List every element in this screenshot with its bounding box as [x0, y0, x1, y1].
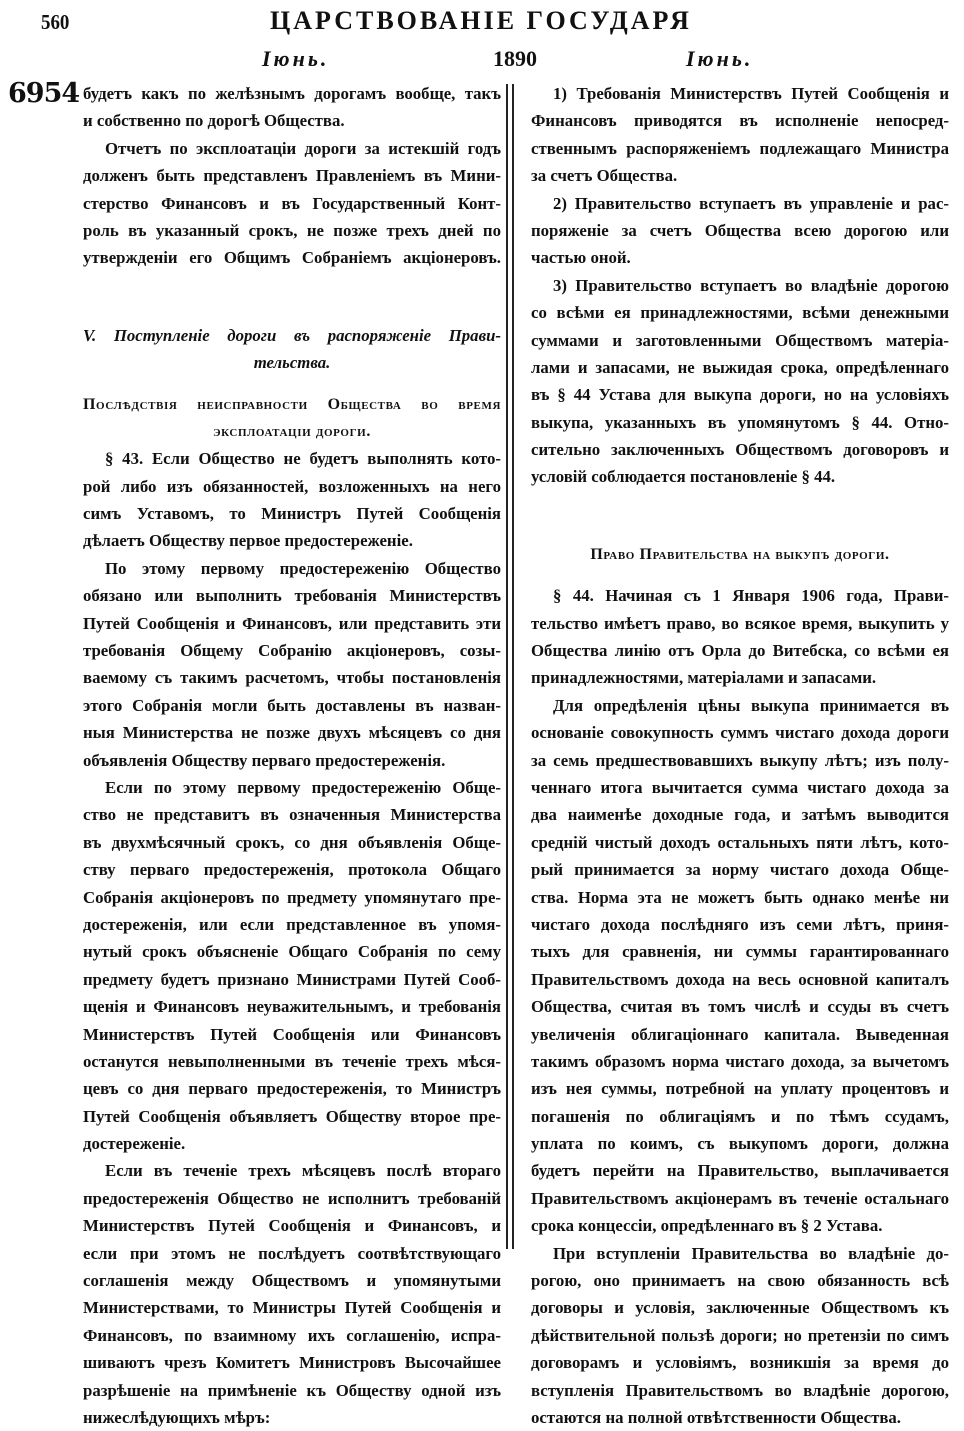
- text-line: предостереженія Общество не исполнитъ требованій: [83, 1188, 501, 1208]
- text-line: будетъ какъ по желѣзнымъ дорогамъ вообще, такъ: [83, 84, 501, 103]
- text-line: цевъ со дня перваго предостереженія, то Министръ: [83, 1079, 501, 1099]
- text-line: рый принимается за норму чистаго дохода Обще-: [531, 860, 949, 880]
- text-line: достереженіе.: [83, 1134, 186, 1154]
- text-line: Правительствомъ акціонерамъ въ теченіе остальнаго: [531, 1188, 949, 1208]
- text-line: По этому первому предостереженію Общество: [105, 558, 501, 578]
- text-line: соглашенія между Обществомъ и упомянутыми: [83, 1271, 501, 1291]
- text-line: 3) Правительство вступаетъ во владѣніе дорогою: [553, 275, 949, 295]
- text-line: Путей Сообщенія и Финансовъ, или представить эти: [83, 613, 501, 633]
- text-line: Финансовъ приводятся въ исполненіе непосред-: [531, 111, 949, 131]
- text-line: остаются на полной отвѣтственности Общества.: [531, 1407, 901, 1427]
- section-spacer: [531, 568, 949, 582]
- text-line: договоры и условія, заключенные Обществомъ къ: [531, 1298, 949, 1318]
- text-line: рогою, оно принимаетъ на свою обязанность всѣ: [531, 1271, 949, 1291]
- text-line: предмету будетъ признано Министрами Путей Сооб-: [83, 969, 501, 989]
- text-line: Если въ теченіе трехъ мѣсяцевъ послѣ втораго: [105, 1161, 501, 1181]
- running-title: ЦАРСТВОВАНІЕ ГОСУДАРЯ: [270, 6, 692, 35]
- text-line: дѣйствительной пользѣ дороги; но претензіи по симъ: [531, 1325, 949, 1345]
- margin-document-number: 6954: [8, 78, 80, 109]
- text-line: требованія Общему Собранію акціонеровъ, созы-: [83, 641, 501, 661]
- text-line: Отчетъ по эксплоатаціи дороги за истекшій годъ: [105, 138, 501, 158]
- text-line: нижеслѣдующихъ мѣръ:: [83, 1407, 271, 1427]
- text-line: за счетъ Общества.: [531, 166, 678, 186]
- text-line: ству перваго предостереженія, протокола Общаго: [83, 860, 501, 880]
- text-line: Финансовъ, по взаимному ихъ соглашенію, испра-: [83, 1325, 501, 1345]
- text-line: въ § 44 Устава для выкупа дороги, но на условіяхъ: [531, 385, 949, 405]
- text-line: нутый срокъ объясненіе Общаго Собранія по сему: [83, 942, 501, 962]
- text-line: 2) Правительство вступаетъ въ управленіе и рас-: [553, 193, 949, 213]
- text-line: два наименѣе доходные года, и затѣмъ выводится: [531, 805, 949, 825]
- text-line: Если по этому первому предостереженію Обще-: [105, 777, 501, 797]
- column-divider-second-rule: [512, 84, 514, 1249]
- text-line: ственнымъ распоряженіемъ подлежащаго Министра: [531, 138, 949, 158]
- page-number: 560: [41, 10, 70, 34]
- text-line: При вступленіи Правительства во владѣніе до-: [553, 1243, 949, 1263]
- text-line: роль въ указанный срокъ, не позже трехъ дней по: [83, 220, 501, 240]
- text-line: со всѣми ея принадлежностями, всѣми денежными: [531, 303, 949, 323]
- text-line: суммами и заготовленными Обществомъ матеріа-: [531, 330, 949, 350]
- text-line: основаніе совокупность суммъ чистаго дохода дороги: [531, 723, 949, 743]
- text-line: обязано или выполнить требованія Министерствъ: [83, 586, 501, 606]
- year: 1890: [493, 46, 537, 71]
- text-line: V. Поступленіе дороги въ распоряженіе Прави-: [83, 325, 501, 345]
- text-line: погашенія по облигаціямъ и по тѣмъ ссудамъ,: [531, 1106, 949, 1126]
- text-line: долженъ быть представленъ Правленіемъ въ Мини-: [83, 166, 501, 186]
- text-line: Министерствъ Путей Сообщенія или Финансовъ: [83, 1024, 501, 1044]
- text-line: чистаго дохода послѣдняго изъ семи лѣтъ, приня-: [531, 914, 949, 934]
- section-spacer: [83, 377, 501, 391]
- text-line: Собранія акціонеровъ по предмету упомянутаго пре-: [83, 887, 501, 907]
- text-line: § 44. Начиная съ 1 Января 1906 года, Прави-: [553, 586, 949, 606]
- text-line: объявленія Обществу перваго предостереженія.: [83, 750, 446, 770]
- text-line: Послѣдствія неисправности Общества во время: [83, 395, 501, 413]
- text-line: § 43. Если Общество не будетъ выполнять кото-: [105, 449, 501, 469]
- text-line: щенія и Финансовъ неуважительнымъ, и требованія: [83, 997, 501, 1017]
- text-line: шиваютъ чрезъ Комитетъ Министровъ Высочайшее: [83, 1353, 501, 1373]
- text-line: Путей Сообщенія объявляетъ Обществу второе пре-: [83, 1106, 501, 1126]
- text-line: тельства.: [253, 353, 331, 373]
- text-line: симъ Уставомъ, то Министръ Путей Сообщенія: [83, 504, 501, 524]
- text-line: этого Собранія могли быть доставлены въ назван-: [83, 695, 501, 715]
- text-line: тельство имѣетъ право, во всякое время, выкупить у: [531, 613, 949, 633]
- text-line: изъ нея суммы, потребной на уплату процентовъ и: [531, 1079, 949, 1099]
- text-line: утвержденіи его Общимъ Собраніемъ акціонеровъ.: [83, 248, 501, 268]
- text-line: если при этомъ не послѣдуетъ соотвѣтствующаго: [83, 1243, 501, 1263]
- text-line: за семь предшествовавшихъ выкупу лѣтъ; изъ полу-: [531, 750, 949, 770]
- text-line: Министерствами, то Министры Путей Сообщенія и: [83, 1298, 501, 1318]
- text-line: сительно заключенныхъ Обществомъ договоровъ и: [531, 440, 949, 460]
- section-spacer: [83, 272, 501, 322]
- text-line: выкупа, указанныхъ въ упомянутомъ § 44. Отно-: [531, 412, 949, 432]
- column-divider: [506, 84, 508, 1249]
- text-line: частью оной.: [531, 248, 631, 268]
- text-line: вступленія Правительствомъ во владѣніе дорогою,: [531, 1380, 949, 1400]
- text-line: ваемому съ такимъ расчетомъ, чтобы постановленія: [83, 668, 501, 688]
- text-line: эксплоатаціи дороги.: [213, 422, 371, 440]
- text-line: принадлежностями, матеріалами и запасами.: [531, 668, 877, 688]
- text-line: будетъ перейти на Правительство, выплачивается: [531, 1161, 949, 1181]
- text-line: дѣлаетъ Обществу первое предостереженіе.: [83, 531, 413, 551]
- text-line: договорамъ и условіямъ, возникшія за время до: [531, 1353, 949, 1373]
- text-line: ство не представитъ въ означенныя Министерства: [83, 805, 501, 825]
- text-line: стерство Финансовъ и въ Государственный Конт-: [83, 193, 501, 213]
- text-line: средній чистый доходъ остальныхъ пяти лѣтъ, кото-: [531, 832, 949, 852]
- text-line: въ двухмѣсячный срокъ, со дня объявленія Обще-: [83, 832, 501, 852]
- text-line: Министерствъ Путей Сообщенія и Финансовъ, и: [83, 1216, 501, 1236]
- text-line: увеличенія облигаціоннаго капитала. Выведенная: [531, 1024, 949, 1044]
- section-spacer: [531, 491, 949, 541]
- left-column: [83, 80, 501, 1431]
- text-line: останутся невыполненными въ теченіе трехъ мѣся-: [83, 1051, 501, 1071]
- text-line: ства. Норма эта не можетъ быть однако менѣе ни: [531, 887, 949, 907]
- text-line: разрѣшеніе на примѣненіе къ Обществу одной изъ: [83, 1380, 501, 1400]
- text-line: такимъ образомъ норма чистаго дохода, за вычетомъ: [531, 1051, 949, 1071]
- text-line: 1) Требованія Министерствъ Путей Сообщенія и: [553, 84, 949, 103]
- text-line: лами и запасами, не выжидая срока, опредѣленнаго: [531, 357, 949, 377]
- text-line: Право Правительства на выкупъ дороги.: [590, 545, 890, 563]
- text-line: Общества, считая въ томъ числѣ и ссуды въ счетъ: [531, 997, 949, 1017]
- text-line: ченнаго итога вычитается сумма чистаго дохода за: [531, 777, 949, 797]
- text-line: Для опредѣленія цѣны выкупа принимается въ: [553, 695, 949, 715]
- text-line: тыхъ для сравненія, ни суммы гарантированнаго: [531, 942, 949, 962]
- text-line: ныя Министерства не позже двухъ мѣсяцевъ со дня: [83, 723, 501, 743]
- text-line: и собственно по дорогѣ Общества.: [83, 111, 345, 131]
- month-right: Іюнь.: [686, 46, 754, 71]
- text-line: условій соблюдается постановленіе § 44.: [531, 467, 836, 487]
- text-line: срока концессіи, опредѣленнаго въ § 2 Устава.: [531, 1216, 883, 1236]
- month-left: Іюнь.: [262, 46, 330, 71]
- text-line: достереженія, или если представленное въ упомя-: [83, 914, 501, 934]
- text-line: рой либо изъ обязанностей, возложенныхъ на него: [83, 476, 501, 496]
- text-line: уплата по коимъ, съ выкупомъ дороги, должна: [531, 1134, 949, 1154]
- text-line: поряженіе за счетъ Общества всею дорогою или: [531, 220, 949, 240]
- text-line: Правительствомъ дохода на весь основной капиталъ: [531, 969, 949, 989]
- text-line: Общества линію отъ Орла до Витебска, со всѣми ея: [531, 641, 949, 661]
- right-column: [531, 80, 949, 1431]
